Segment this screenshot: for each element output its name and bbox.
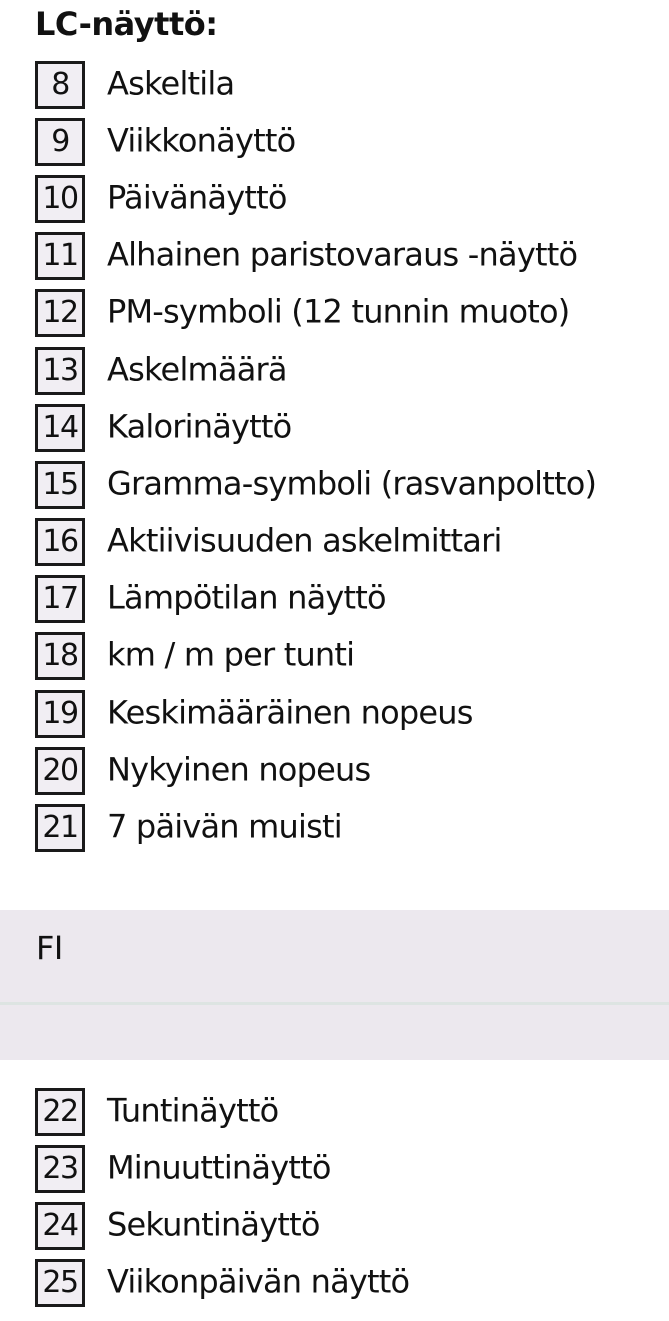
item-label: PM-symboli (12 tunnin muoto) (107, 293, 570, 332)
item-number: 14 (35, 404, 85, 452)
item-number: 17 (35, 575, 85, 623)
item-number: 10 (35, 175, 85, 223)
page-footer-band (0, 910, 669, 1002)
item-label: Viikonpäivän näyttö (107, 1262, 410, 1301)
item-label: Viikkonäyttö (107, 121, 296, 160)
legend-item (35, 170, 287, 227)
item-label: Tuntinäyttö (107, 1091, 279, 1130)
item-label: Alhainen paristovaraus -näyttö (107, 235, 578, 274)
item-label: Keskimääräinen nopeus (107, 693, 473, 732)
legend-list-bottom (35, 1083, 410, 1312)
item-number: 24 (35, 1202, 85, 1250)
item-number: 25 (35, 1259, 85, 1307)
legend-item (35, 399, 292, 456)
item-label: Minuuttinäyttö (107, 1148, 331, 1187)
item-label: Sekuntinäyttö (107, 1205, 320, 1244)
legend-item (35, 228, 578, 285)
section-heading: LC-näyttö: (35, 5, 218, 43)
legend-item (35, 113, 296, 170)
item-label: Kalorinäyttö (107, 407, 292, 446)
legend-item (35, 342, 287, 399)
legend-item (35, 1083, 279, 1140)
legend-item (35, 742, 371, 799)
item-number: 19 (35, 690, 85, 738)
legend-item (35, 1140, 331, 1197)
item-number: 21 (35, 804, 85, 852)
item-number: 16 (35, 518, 85, 566)
item-number: 13 (35, 347, 85, 395)
legend-item (35, 799, 342, 856)
legend-item (35, 685, 473, 742)
item-label: Askelmäärä (107, 350, 287, 389)
item-number: 12 (35, 289, 85, 337)
item-number: 15 (35, 461, 85, 509)
legend-item (35, 571, 386, 628)
legend-item (35, 456, 597, 513)
legend-list-top (35, 56, 597, 857)
item-label: Gramma-symboli (rasvanpoltto) (107, 464, 597, 503)
legend-item (35, 1197, 320, 1254)
item-number: 22 (35, 1088, 85, 1136)
item-number: 20 (35, 747, 85, 795)
item-label: Aktiivisuuden askelmittari (107, 521, 502, 560)
item-label: 7 päivän muisti (107, 807, 342, 846)
language-tag: FI (36, 929, 63, 967)
legend-item (35, 56, 235, 113)
legend-item (35, 1255, 410, 1312)
item-label: Lämpötilan näyttö (107, 579, 386, 618)
item-label: Päivänäyttö (107, 178, 287, 217)
legend-item (35, 514, 502, 571)
item-label: Askeltila (107, 64, 235, 103)
item-number: 9 (35, 118, 85, 166)
page-header-band (0, 1005, 669, 1060)
legend-item (35, 285, 570, 342)
item-label: km / m per tunti (107, 636, 355, 675)
legend-item (35, 628, 355, 685)
item-number: 11 (35, 232, 85, 280)
item-number: 23 (35, 1145, 85, 1193)
item-number: 18 (35, 632, 85, 680)
item-label: Nykyinen nopeus (107, 750, 371, 789)
item-number: 8 (35, 61, 85, 109)
